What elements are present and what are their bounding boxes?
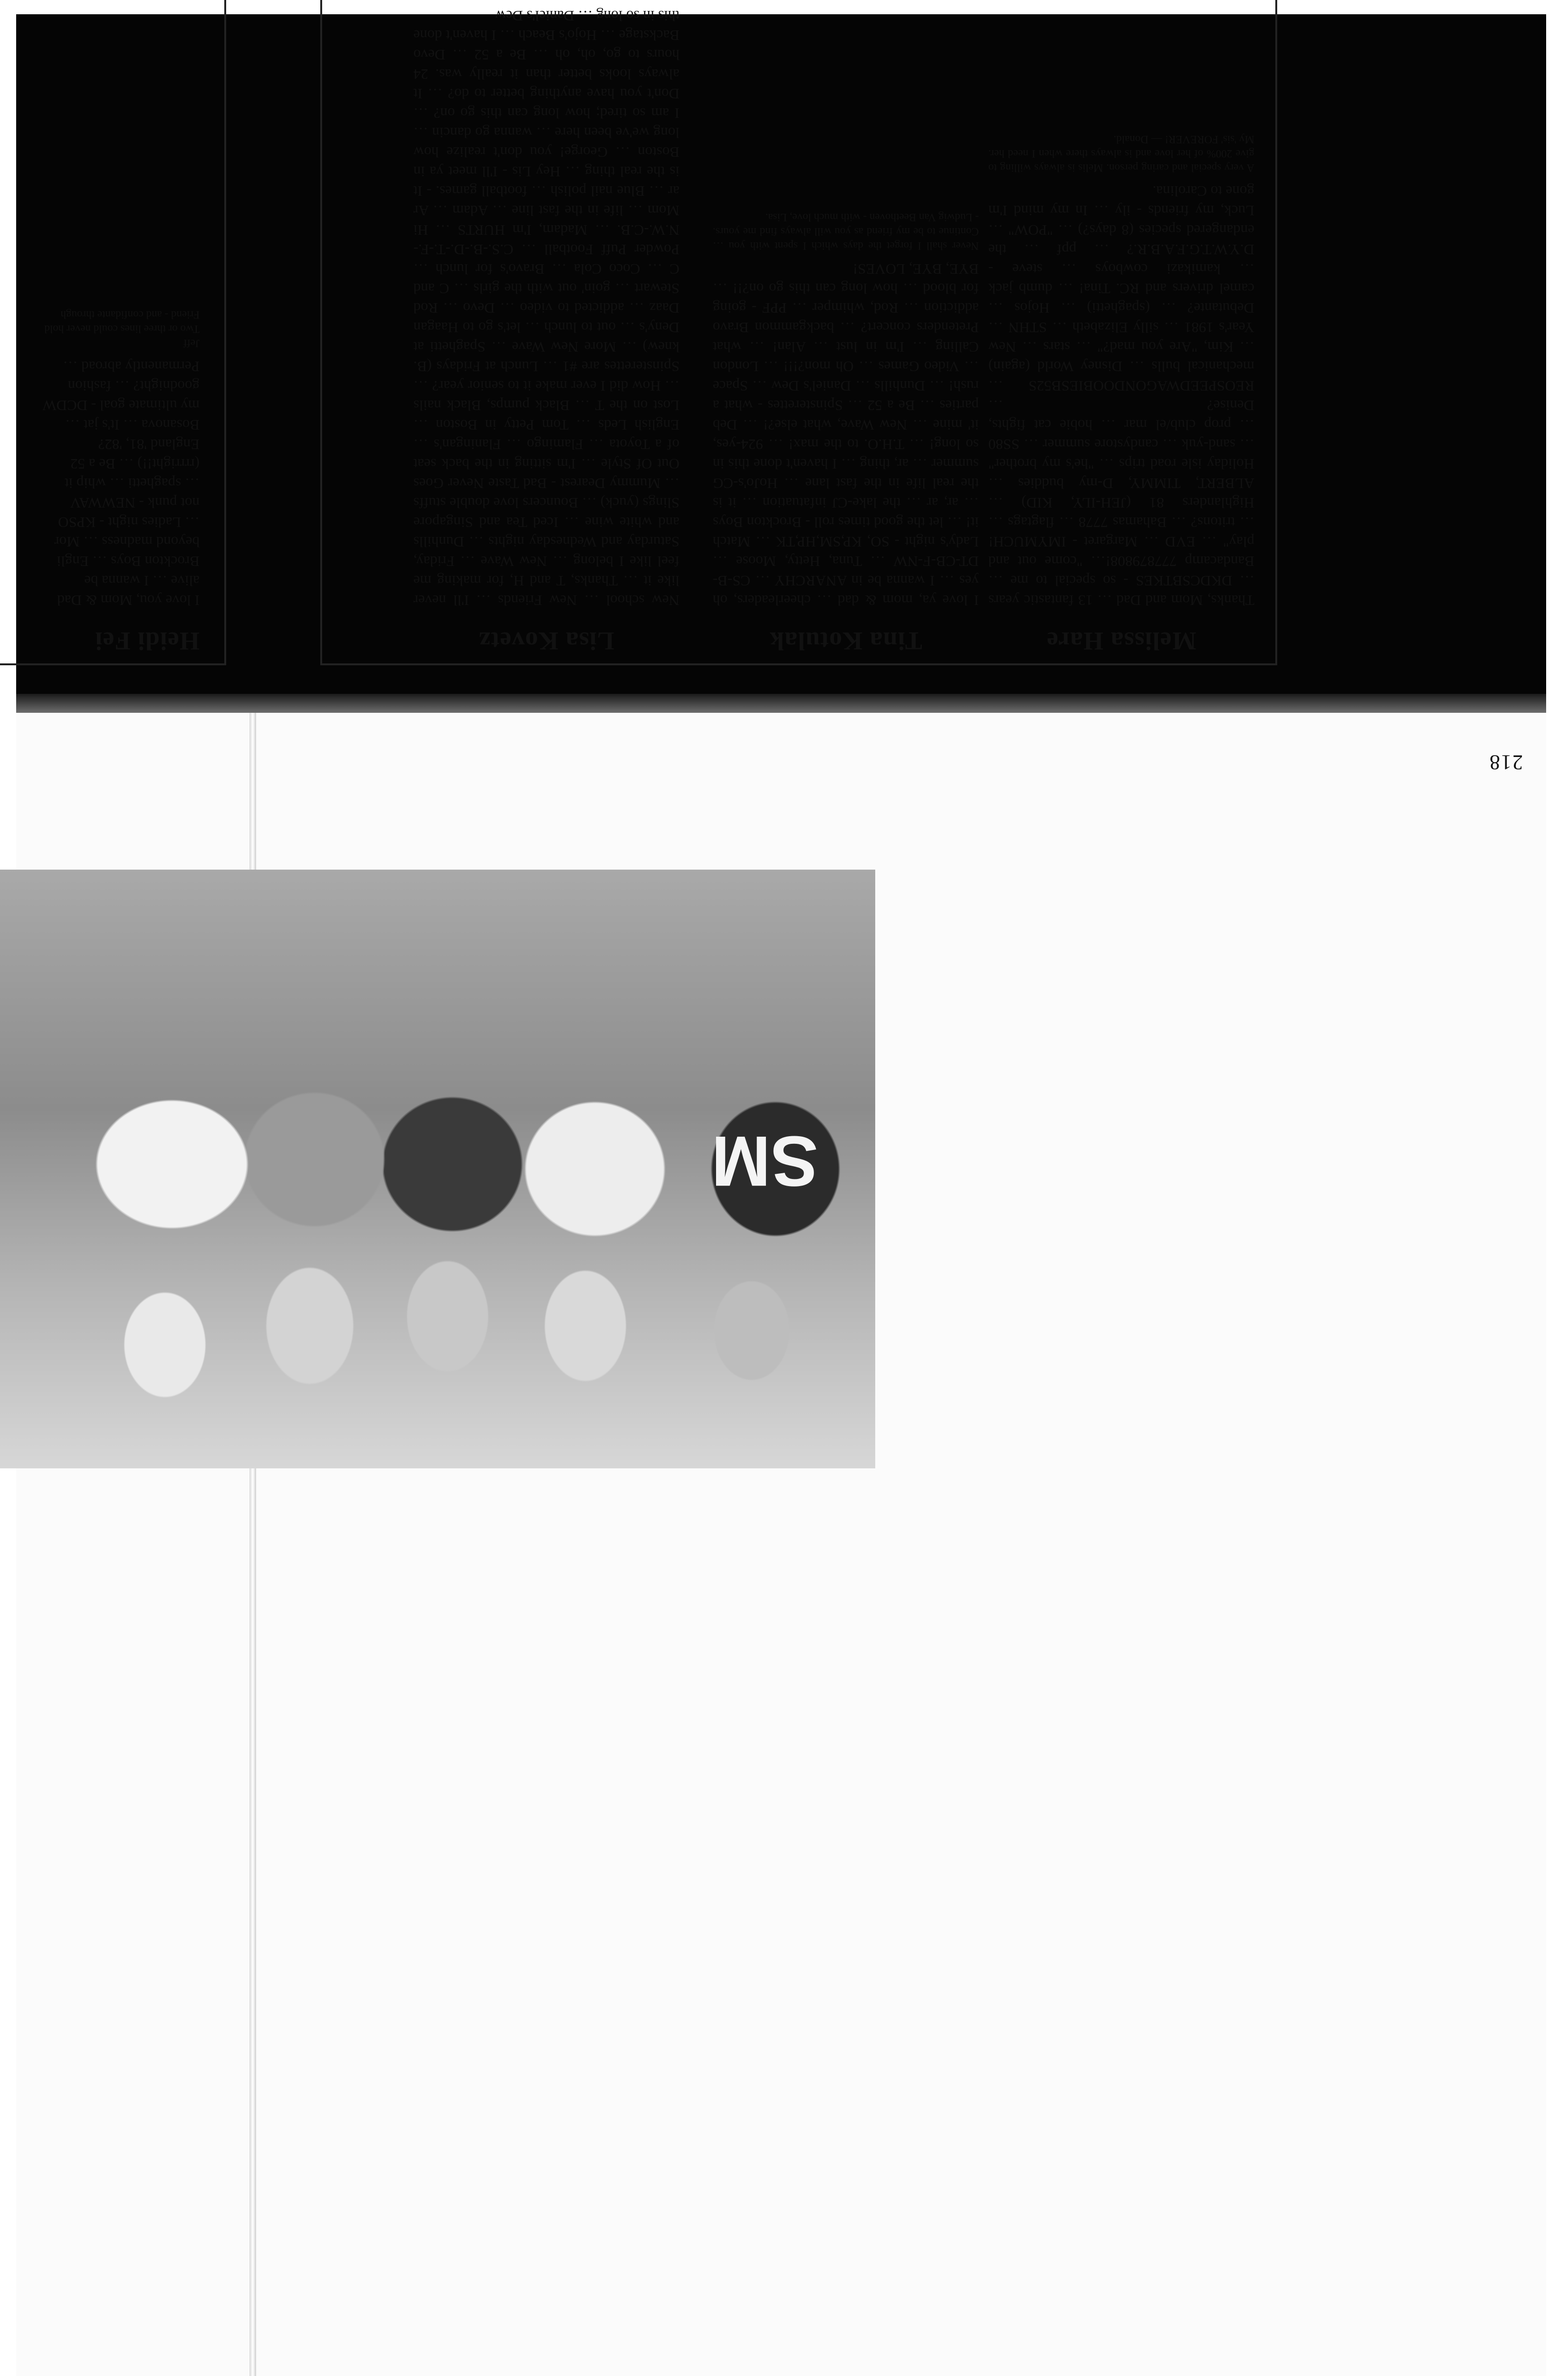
senior-friend-note: A very special and caring person. Melis is always willing to give 200% of her love and is always there when I need her. My 'sis' FOREVER! — Donald.: [988, 134, 1254, 174]
senior-entry-melissa: [988, 132, 1254, 656]
senior-entry-tina: [713, 210, 979, 656]
senior-entry-heidi: [10, 307, 200, 656]
shirt-lettering: SM: [711, 1121, 818, 1201]
senior-name: Melissa Hare: [1046, 627, 1196, 655]
senior-text: Thanks, Mom and Dad … 13 fantastic years … DKDCSBTKES - so special to me … Bandacamp 777879808!… "come out and play" … EVD … Margaret - IMYMUCH! … tritons? … Bahamas 7778 … flagtags … Highlanders 81 (JEH-ILY, KID) … ALBERT, TIMMY, D-my buddies … Holiday isle road trips … "he's my brother" … sand-yuk … candystore summer … SS80 … prop club/el mar … hobie cat fights, Denise? … REOSPEEDWAGONDOOBIESB52S … mechanical bulls … Disney World (again) … Kim, "Are you mad?" … stars … New Year's 1981 … silly Elizabeth … STHN … Debutante? … (spaghetti) … Hojos … camel drivers and RC. Tina! … dumb jack … kamikazi cowboys … steve - D.Y.W.T.G.F.A.B.R.? … ppf … the endangered species (8 days?) … "POW" … Luck, my friends - ily … In my mind I'm gone to Carolina.: [988, 183, 1254, 609]
senior-friend-note: Never shall I forget the days which I spent with you … Continue to be my friend as you will always find me yours. - Ludwig Van Beethoven - with much love, Lisa.: [713, 211, 979, 252]
senior-name: Lisa Kovetz: [478, 627, 614, 655]
senior-friend-note: Jeff Two or three lines could never hold Friend - and confidante through: [44, 309, 200, 349]
senior-text: New school … New Friends … I'll never like it … Thanks, T and H, for making me feel like I belong … New Wave … Friday, Saturday and Wednesday nights … Dunhills and white wine … Iced Tea and Singapore Slings (yuck) … Bouncers love double stuffs … Mummy Dearest - Bad Taste Never Goes Out Of Style … I'm sitting in the back seat of a Toyota … Flamingo … Flaningan's … English Leds … Tom Petty in Boston … Lost on the T … Black pumps, Black nails … How did I ever make it to senior year? … Spinsterettes are #1 … Lunch at Fridays (B. knew) … More New Wave … Spaghetti at Deny's … out to lunch … let's go to Haagan Daaz … addicted to video … Devo … Rod Stewart … goin' out with the girls … C and C … Coco Cola … Bravo's for lunch … Powder Puff Football … C.S.-B.-D.-T.-F.-N.W.-C.B. … Madam, I'm HURTS … Hi Mom … life in the fast line … Adam … Ar ar … Blue nail polish … football games. - It is the real thing … Hey Lis - I'll meet ya in Boston … George! you don't realize how long we've been here … wanna go dancin … I am so tired; how long can this go on? … Don't you have anything better to do? … It always looks better than it really was. 24 hours to go, oh, oh … Be a 52 … Devo Backstage … Hojo's Beach … I haven't done this in so long … Daniel's Dew: [413, 8, 679, 609]
group-photo: [0, 870, 875, 1468]
senior-name: Heidi Fei: [95, 627, 200, 655]
senior-text: I love ya, mom & dad … cheerleaders, oh yes … I wanna be in ANARCHY … CS-B-DT-CB-F-NW … Tuna, Hetty, Moose … Lady's night - SO, KP,SM,HP,TK … Match it! … let the good times roll - Brockton Boys … ar, ar … the lake-CJ infatuation … it is the real life in the fast lane … HoJo's-CG summer … ar, thing … I haven't done this in so long! … T.H.O. to the max! … 924-yes, it' mine … New Wave, what else?! … Deb parties … Be a 52 … Spinsterettes - what a rush! … Dunhills … Daniel's Dew … Space … Video Games … Oh mon?!!! … London Calling … I'm in lust … Alan! … what Pretenders concert? … backgammon Bravo addiction … Rod, whimper … PPF - going for blood … how long can this go on?!! … BYE, BYE, LOVES!: [713, 261, 979, 609]
senior-entry-lisa: [413, 0, 679, 656]
senior-name: Tina Kotulak: [769, 627, 922, 655]
senior-text: I love you, Mom & Dad alive … I wanna be Brockton Boys … Engli beyond madness … Mor … Ladies night - KPSO not punk - NEWWAV … spaghetti … whip it (rrrright!!) … Be a 52 England '81, '82? Bosanova … It's jat … my ultimate goal - DCDW goodnight? … fashion Permanently abroad …: [42, 358, 200, 609]
page-number: 218: [1489, 751, 1523, 774]
